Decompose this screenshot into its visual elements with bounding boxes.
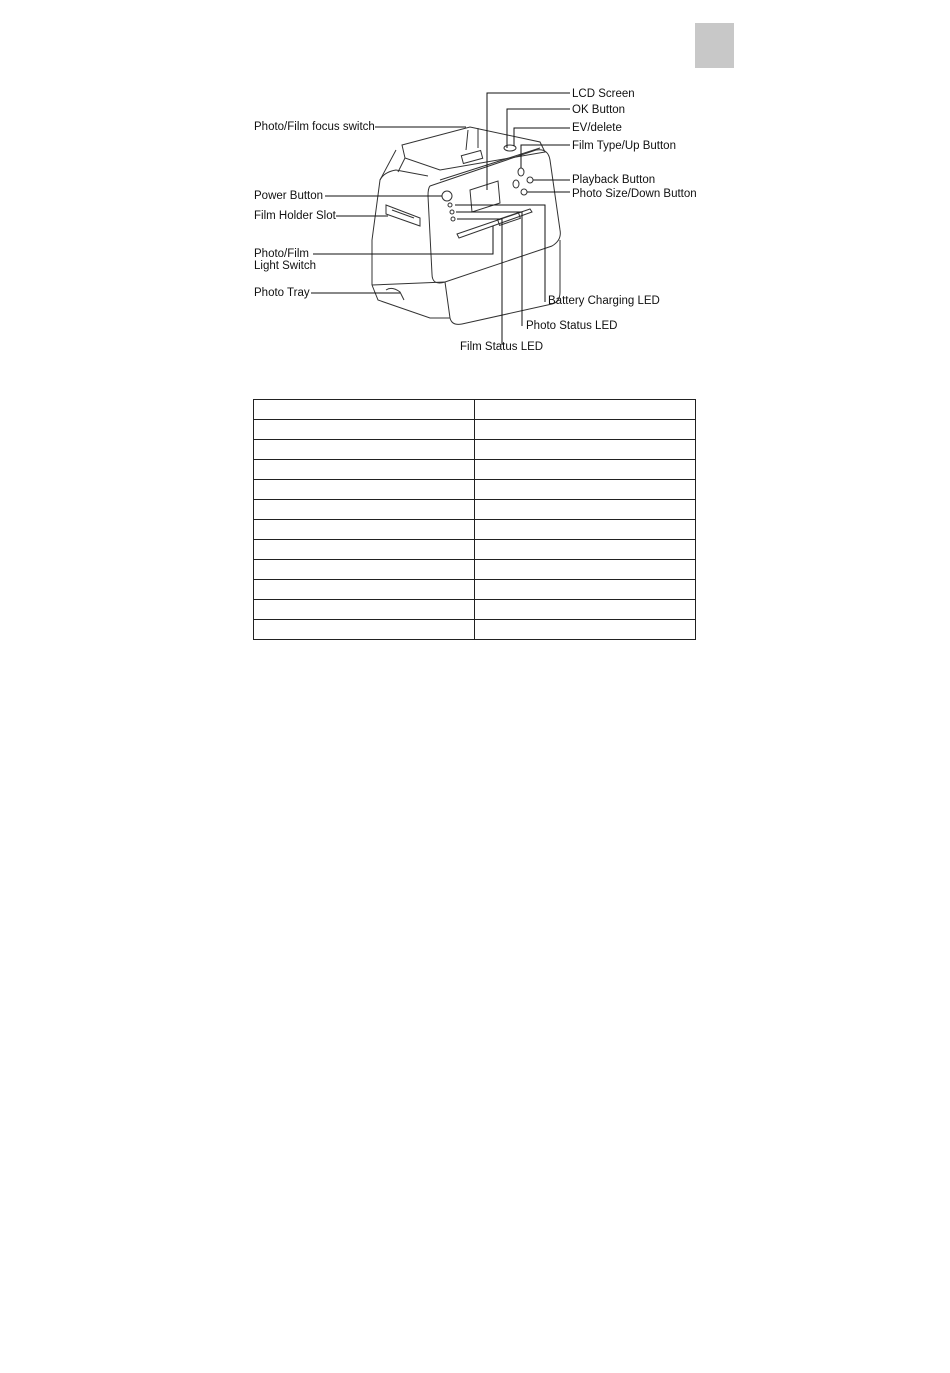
parts-table-body bbox=[254, 400, 696, 640]
table-cell-description bbox=[475, 500, 696, 520]
table-cell-part bbox=[254, 400, 475, 420]
table-row bbox=[254, 500, 696, 520]
table-cell-part bbox=[254, 440, 475, 460]
table-row bbox=[254, 440, 696, 460]
label-focus-switch: Photo/Film focus switch bbox=[254, 121, 375, 133]
table-cell-description bbox=[475, 400, 696, 420]
table-cell-part bbox=[254, 420, 475, 440]
label-battery-charging-led: Battery Charging LED bbox=[548, 295, 660, 307]
table-cell-description bbox=[475, 440, 696, 460]
label-power-button: Power Button bbox=[254, 190, 324, 202]
scanner-diagram bbox=[0, 0, 950, 380]
label-film-status-led: Film Status LED bbox=[460, 341, 544, 353]
table-cell-description bbox=[475, 420, 696, 440]
table-row bbox=[254, 460, 696, 480]
table-cell-part bbox=[254, 620, 475, 640]
table-cell-part bbox=[254, 560, 475, 580]
label-ev-delete: EV/delete bbox=[572, 122, 622, 134]
table-row bbox=[254, 520, 696, 540]
table-cell-description bbox=[475, 620, 696, 640]
table-row bbox=[254, 480, 696, 500]
label-photo-status-led: Photo Status LED bbox=[526, 320, 618, 332]
table-cell-description bbox=[475, 540, 696, 560]
label-ok-button: OK Button bbox=[572, 104, 626, 116]
table-row bbox=[254, 620, 696, 640]
table-cell-description bbox=[475, 460, 696, 480]
table-cell-part bbox=[254, 540, 475, 560]
table-cell-part bbox=[254, 500, 475, 520]
table-cell-description bbox=[475, 580, 696, 600]
label-light-switch-line2: Light Switch bbox=[254, 260, 317, 272]
table-cell-description bbox=[475, 520, 696, 540]
scanner-illustration bbox=[0, 0, 950, 380]
table-cell-part bbox=[254, 460, 475, 480]
table-row bbox=[254, 560, 696, 580]
table-cell-part bbox=[254, 580, 475, 600]
label-playback-button: Playback Button bbox=[572, 174, 656, 186]
table-row bbox=[254, 600, 696, 620]
table-row bbox=[254, 420, 696, 440]
table-cell-description bbox=[475, 600, 696, 620]
table-cell-description bbox=[475, 480, 696, 500]
label-photo-size-down-button: Photo Size/Down Button bbox=[572, 188, 697, 200]
table-cell-part bbox=[254, 600, 475, 620]
table-cell-description bbox=[475, 560, 696, 580]
label-light-switch-line1: Photo/Film bbox=[254, 248, 309, 260]
table-row bbox=[254, 580, 696, 600]
label-film-type-up-button: Film Type/Up Button bbox=[572, 140, 676, 152]
parts-table bbox=[253, 399, 696, 640]
table-row bbox=[254, 540, 696, 560]
table-cell-part bbox=[254, 480, 475, 500]
label-film-holder-slot: Film Holder Slot bbox=[254, 210, 336, 222]
label-lcd-screen: LCD Screen bbox=[572, 88, 635, 100]
label-photo-tray: Photo Tray bbox=[254, 287, 310, 299]
table-row bbox=[254, 400, 696, 420]
table-cell-part bbox=[254, 520, 475, 540]
